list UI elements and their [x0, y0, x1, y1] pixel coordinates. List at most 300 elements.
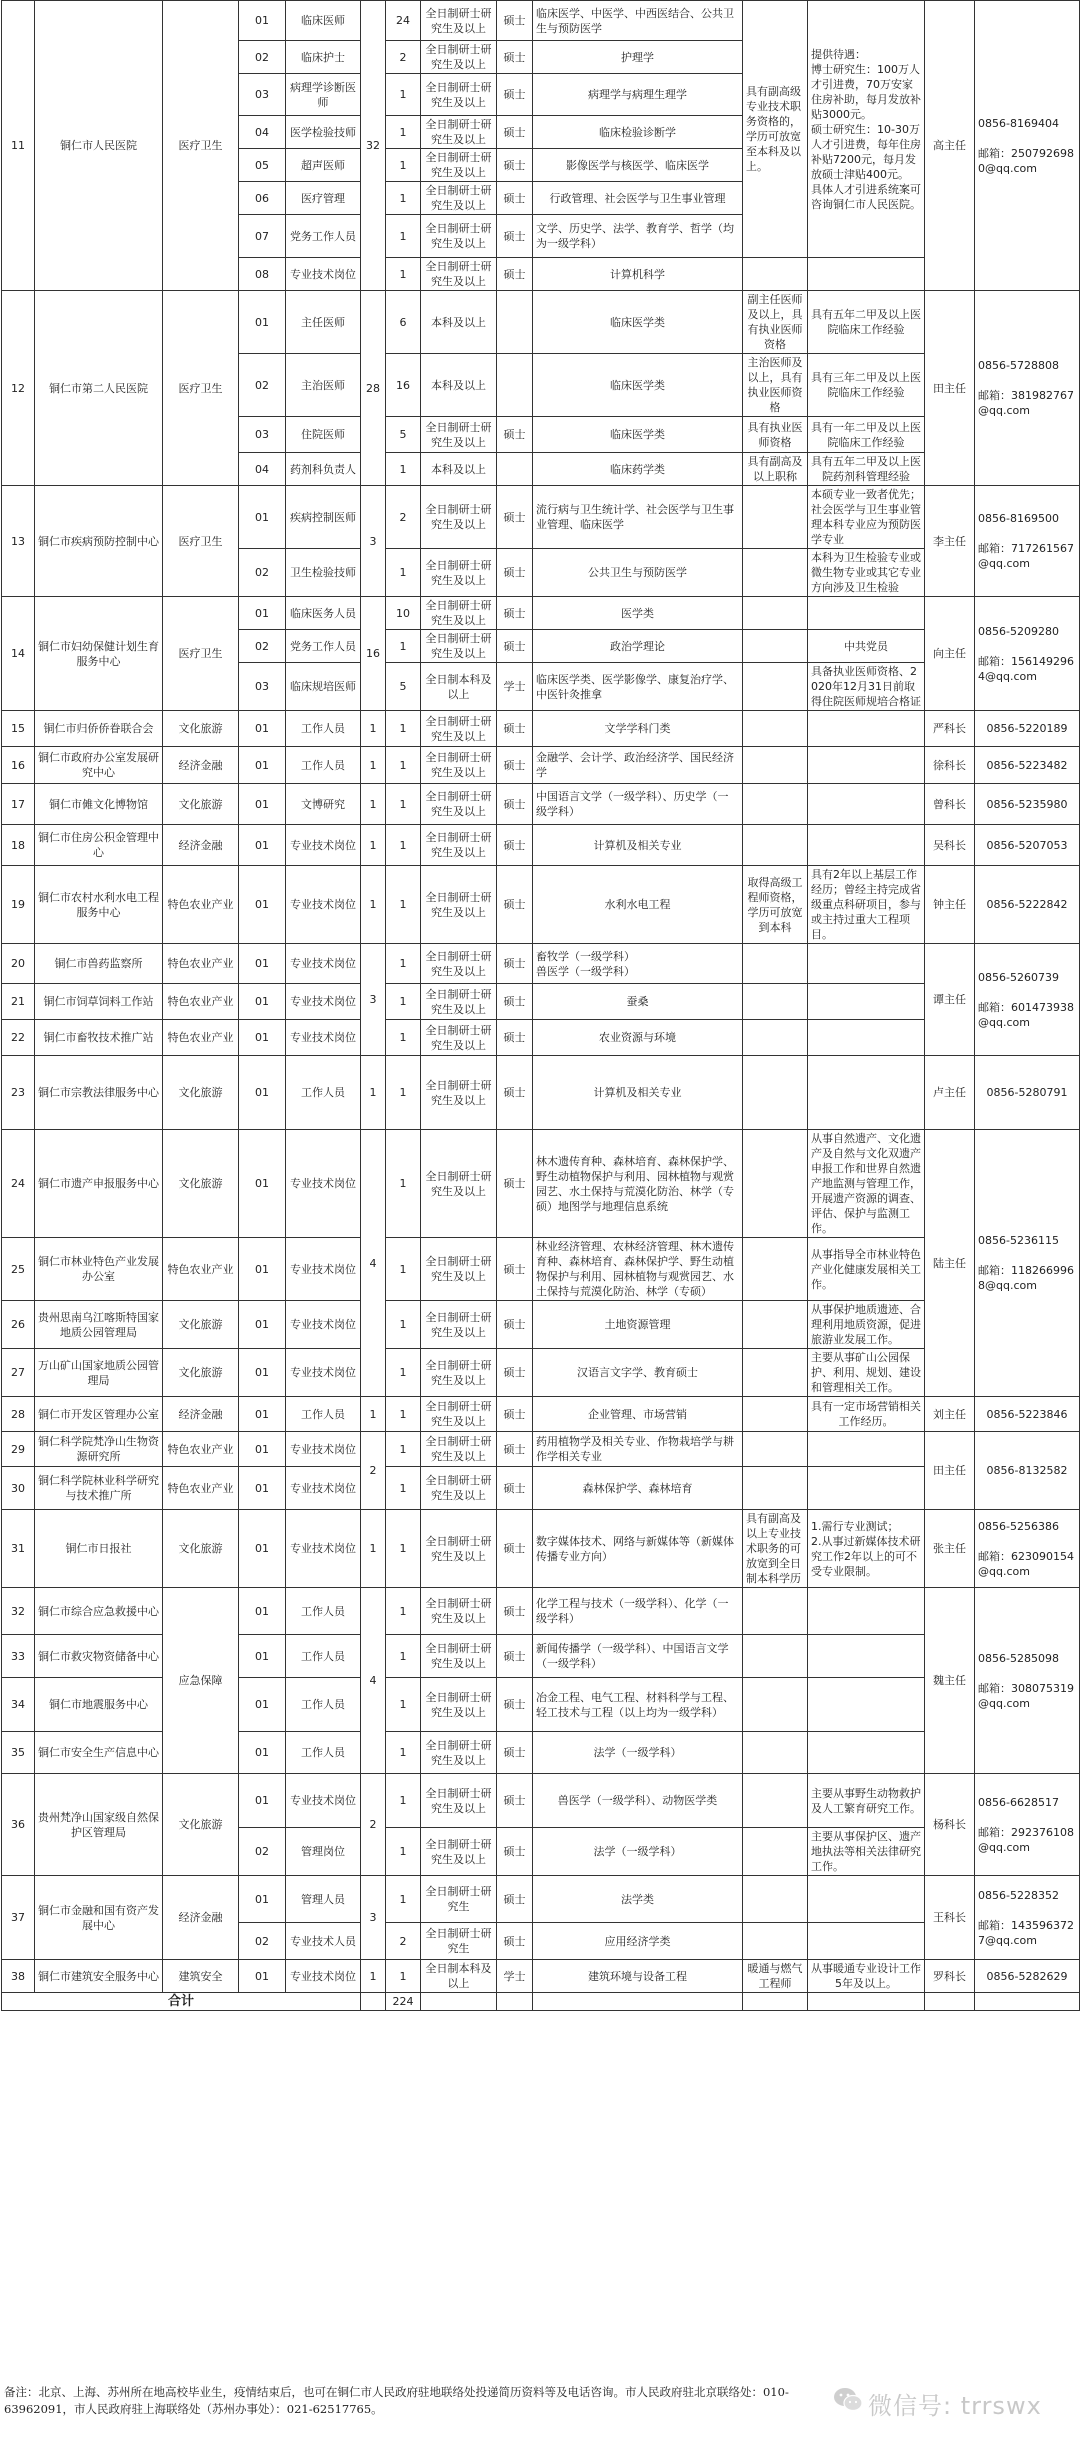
- table-cell: 卢主任: [925, 1056, 975, 1130]
- table-cell: 取得高级工程师资格，学历可放宽到本科: [743, 866, 808, 944]
- table-row: [2, 1349, 1080, 1397]
- table-cell: 经济金融: [163, 747, 239, 784]
- table-cell: 铜仁市住房公积金管理中心: [35, 825, 163, 866]
- table-cell: 计算机科学: [533, 258, 743, 291]
- table-cell: 硕士: [497, 825, 533, 866]
- table-cell: 29: [2, 1432, 35, 1467]
- table-cell: 从事保护地质遗迹、合理利用地质资源，促进旅游业发展工作。: [808, 1301, 925, 1349]
- table-cell: 1: [386, 1828, 421, 1876]
- table-cell: 临床医务人员: [286, 597, 361, 630]
- table-cell: 王科长: [925, 1876, 975, 1960]
- table-cell: 1: [386, 984, 421, 1020]
- table-cell: 30: [2, 1467, 35, 1510]
- table-cell: 10: [386, 597, 421, 630]
- table-cell: 34: [2, 1678, 35, 1732]
- table-cell: 01: [239, 944, 286, 984]
- table-cell: [421, 1993, 497, 2011]
- table-cell: 01: [239, 1130, 286, 1238]
- table-cell: 张主任: [925, 1510, 975, 1588]
- table-cell: 临床医学类、医学影像学、康复治疗学、中医针灸推拿: [533, 663, 743, 711]
- table-cell: 1: [386, 1432, 421, 1467]
- table-cell: 主要从事保护区、遗产地执法等相关法律研究工作。: [808, 1828, 925, 1876]
- table-cell: 0856-5222842: [975, 866, 1080, 944]
- table-cell: 全日制研士研究生及以上: [421, 258, 497, 291]
- table-cell: 22: [2, 1020, 35, 1056]
- table-cell: 01: [239, 597, 286, 630]
- table-cell: 工作人员: [286, 1397, 361, 1432]
- table-cell: 0856-5285098 邮箱：308075319@qq.com: [975, 1588, 1080, 1774]
- table-cell: [743, 711, 808, 747]
- table-cell: 15: [2, 711, 35, 747]
- table-cell: 专业技术人员: [286, 1923, 361, 1960]
- table-cell: 37: [2, 1876, 35, 1960]
- table-cell: 1: [386, 1774, 421, 1828]
- table-cell: 全日制研士研究生及以上: [421, 944, 497, 984]
- table-cell: 01: [239, 1020, 286, 1056]
- table-cell: 林木遗传育种、森林培育、森林保护学、野生动植物保护与利用、园林植物与观赏园艺、水土保持与荒漠化防治、林学（专硕）地图学与地理信息系统: [533, 1130, 743, 1238]
- table-cell: 特色农业产业: [163, 1238, 239, 1301]
- table-cell: 01: [239, 1510, 286, 1588]
- table-cell: 具有一年二甲及以上医院临床工作经验: [808, 417, 925, 453]
- table-row: [2, 1588, 1080, 1635]
- table-cell: 文学学科门类: [533, 711, 743, 747]
- table-cell: 铜仁市妇幼保健计划生育服务中心: [35, 597, 163, 711]
- table-cell: 陆主任: [925, 1130, 975, 1397]
- recruitment-table: [1, 0, 1080, 2011]
- table-cell: 1: [386, 1635, 421, 1678]
- table-cell: [808, 1678, 925, 1732]
- table-cell: [743, 1020, 808, 1056]
- table-row: [2, 1397, 1080, 1432]
- wechat-id-text: 微信号: trrswx: [868, 2392, 1042, 2420]
- table-cell: [743, 663, 808, 711]
- table-cell: 5: [386, 663, 421, 711]
- table-cell: 5: [386, 417, 421, 453]
- table-cell: 硕士: [497, 549, 533, 597]
- table-cell: 具有副高及以上专业技术职务的可放宽到全日制本科学历: [743, 1510, 808, 1588]
- table-cell: [808, 1467, 925, 1510]
- table-cell: [743, 1467, 808, 1510]
- table-cell: 曾科长: [925, 784, 975, 825]
- table-cell: [743, 1993, 808, 2011]
- table-cell: 本科及以上: [421, 291, 497, 354]
- table-cell: 全日制研士研究生及以上: [421, 1020, 497, 1056]
- table-cell: 临床医师: [286, 1, 361, 41]
- table-cell: 35: [2, 1732, 35, 1774]
- table-row: [2, 1510, 1080, 1588]
- table-cell: 硕士: [497, 944, 533, 984]
- table-cell: [743, 1732, 808, 1774]
- table-cell: 具有副高级专业技术职务资格的，学历可放宽至本科及以上。: [743, 1, 808, 258]
- table-cell: 具有三年二甲及以上医院临床工作经验: [808, 354, 925, 417]
- table-cell: 药剂科负责人: [286, 453, 361, 486]
- table-cell: 0856-5728808 邮箱：381982767@qq.com: [975, 291, 1080, 486]
- table-cell: 铜仁市宗教法律服务中心: [35, 1056, 163, 1130]
- table-cell: 0856-8132582: [975, 1432, 1080, 1510]
- table-cell: 4: [361, 1588, 386, 1774]
- table-cell: 硕士: [497, 1, 533, 41]
- table-cell: 全日制本科及以上: [421, 663, 497, 711]
- table-cell: 具有五年二甲及以上医院临床工作经验: [808, 291, 925, 354]
- table-cell: [808, 984, 925, 1020]
- table-cell: [743, 984, 808, 1020]
- table-cell: 临床药学类: [533, 453, 743, 486]
- table-row: [2, 1301, 1080, 1349]
- footnote-note: 备注：北京、上海、苏州所在地高校毕业生，疫情结束后，也可在铜仁市人民政府驻地联络处投递简历资料等及电话咨询。市人民政府驻北京联络处：010-63962091，市人民政府驻上海联络处（苏州办事处）：021-62517765。: [4, 2385, 789, 2416]
- table-cell: 本科及以上: [421, 354, 497, 417]
- table-cell: 27: [2, 1349, 35, 1397]
- table-cell: 铜仁科学院林业科学研究与技术推广所: [35, 1467, 163, 1510]
- table-cell: 2: [386, 1923, 421, 1960]
- table-cell: 管理岗位: [286, 1828, 361, 1876]
- table-cell: 硕士: [497, 984, 533, 1020]
- table-row: [2, 291, 1080, 354]
- table-cell: [743, 1238, 808, 1301]
- table-cell: 铜仁市地震服务中心: [35, 1678, 163, 1732]
- table-cell: 专业技术岗位: [286, 1510, 361, 1588]
- table-cell: 暖通与燃气工程师: [743, 1960, 808, 1993]
- table-cell: 超声医师: [286, 149, 361, 182]
- table-cell: 4: [361, 1130, 386, 1397]
- table-cell: 疾病控制医师: [286, 486, 361, 549]
- table-cell: 1: [386, 1732, 421, 1774]
- table-cell: 高主任: [925, 1, 975, 291]
- table-cell: 08: [239, 258, 286, 291]
- table-cell: 铜仁科学院梵净山生物资源研究所: [35, 1432, 163, 1467]
- table-cell: 专业技术岗位: [286, 1238, 361, 1301]
- table-cell: 01: [239, 1349, 286, 1397]
- table-cell: 24: [386, 1, 421, 41]
- table-cell: 全日制研士研究生及以上: [421, 549, 497, 597]
- table-cell: 全日制研士研究生: [421, 1876, 497, 1923]
- table-cell: 法学类: [533, 1876, 743, 1923]
- table-cell: 专业技术岗位: [286, 984, 361, 1020]
- table-cell: 0856-8169404 邮箱：2507926980@qq.com: [975, 1, 1080, 291]
- table-cell: 全日制研士研究生及以上: [421, 1301, 497, 1349]
- table-cell: [743, 1588, 808, 1635]
- table-cell: 建筑环境与设备工程: [533, 1960, 743, 1993]
- table-cell: 贵州梵净山国家级自然保护区管理局: [35, 1774, 163, 1876]
- table-cell: 谭主任: [925, 944, 975, 1056]
- table-cell: 1: [386, 747, 421, 784]
- table-cell: 3: [361, 944, 386, 1056]
- table-cell: 1: [386, 1510, 421, 1588]
- table-cell: 铜仁市傩文化博物馆: [35, 784, 163, 825]
- table-cell: 全日制研士研究生及以上: [421, 1130, 497, 1238]
- table-cell: 文化旅游: [163, 711, 239, 747]
- table-cell: [808, 1635, 925, 1678]
- table-cell: 专业技术岗位: [286, 1020, 361, 1056]
- table-cell: 硕士: [497, 1828, 533, 1876]
- table-cell: 全日制研士研究生及以上: [421, 182, 497, 215]
- table-cell: [808, 825, 925, 866]
- table-cell: 01: [239, 1588, 286, 1635]
- table-cell: [743, 825, 808, 866]
- table-cell: 01: [239, 1774, 286, 1828]
- table-cell: 1: [361, 1397, 386, 1432]
- table-cell: 硕士: [497, 1923, 533, 1960]
- table-cell: 1: [386, 1876, 421, 1923]
- table-cell: 影像医学与核医学、临床医学: [533, 149, 743, 182]
- table-cell: 1: [386, 549, 421, 597]
- table-cell: 贵州思南乌江喀斯特国家地质公园管理局: [35, 1301, 163, 1349]
- table-cell: 硕士: [497, 74, 533, 116]
- table-cell: 具有执业医师资格: [743, 417, 808, 453]
- table-cell: 提供待遇： 博士研究生：100万人才引进费，70万安家住房补助，每月发放补贴3000元。 硕士研究生：10-30万人才引进费，每年住房补贴7200元，每月发放硕士津贴400元。 具体人才引进系统案可咨询铜仁市人民医院。: [808, 1, 925, 258]
- table-cell: 6: [386, 291, 421, 354]
- table-cell: 01: [239, 711, 286, 747]
- table-cell: [743, 630, 808, 663]
- table-cell: 铜仁市畜牧技术推广站: [35, 1020, 163, 1056]
- table-cell: 硕士: [497, 866, 533, 944]
- table-cell: 文学、历史学、法学、教育学、哲学（均为一级学科）: [533, 215, 743, 258]
- table-cell: 1: [386, 1349, 421, 1397]
- table-cell: 全日制研士研究生及以上: [421, 784, 497, 825]
- table-cell: 全日制研士研究生及以上: [421, 1, 497, 41]
- table-cell: 21: [2, 984, 35, 1020]
- table-cell: 学士: [497, 663, 533, 711]
- table-cell: 1: [386, 1588, 421, 1635]
- table-row: [2, 984, 1080, 1020]
- table-cell: 全日制研士研究生及以上: [421, 1238, 497, 1301]
- table-row: [2, 486, 1080, 549]
- table-cell: 01: [239, 784, 286, 825]
- table-row: [2, 825, 1080, 866]
- table-cell: 专业技术岗位: [286, 1432, 361, 1467]
- table-cell: [743, 486, 808, 549]
- table-row: [2, 866, 1080, 944]
- table-cell: 硕士: [497, 1635, 533, 1678]
- table-cell: 3: [361, 486, 386, 597]
- table-cell: 工作人员: [286, 1588, 361, 1635]
- table-cell: 16: [2, 747, 35, 784]
- table-cell: 护理学: [533, 41, 743, 74]
- table-cell: 01: [239, 1635, 286, 1678]
- table-cell: 全日制研士研究生及以上: [421, 215, 497, 258]
- table-cell: 全日制研士研究生及以上: [421, 1678, 497, 1732]
- table-cell: [808, 1993, 925, 2011]
- table-cell: 具有副高及以上职称: [743, 453, 808, 486]
- table-cell: 临床医学类: [533, 417, 743, 453]
- table-cell: 02: [239, 1923, 286, 1960]
- table-cell: 33: [2, 1635, 35, 1678]
- table-cell: 1: [386, 630, 421, 663]
- table-cell: 全日制研士研究生及以上: [421, 1732, 497, 1774]
- table-cell: 林业经济管理、农林经济管理、林木遗传育种、森林培育、森林保护学、野生动植物保护与利用、园林植物与观赏园艺、水土保持与荒漠化防治、林学（专硕）: [533, 1238, 743, 1301]
- table-cell: 文化旅游: [163, 1130, 239, 1238]
- table-cell: 副主任医师及以上，具有执业医师资格: [743, 291, 808, 354]
- table-cell: 蚕桑: [533, 984, 743, 1020]
- table-cell: 01: [239, 866, 286, 944]
- table-cell: 0856-5223846: [975, 1397, 1080, 1432]
- table-cell: 临床规培医师: [286, 663, 361, 711]
- table-cell: 具有五年二甲及以上医院药剂科管理经验: [808, 453, 925, 486]
- table-cell: 临床医学类: [533, 291, 743, 354]
- table-cell: 药用植物学及相关专业、作物栽培学与耕作学相关专业: [533, 1432, 743, 1467]
- table-cell: 刘主任: [925, 1397, 975, 1432]
- table-cell: 全日制研士研究生及以上: [421, 74, 497, 116]
- table-cell: 1: [386, 182, 421, 215]
- table-cell: [808, 747, 925, 784]
- table-cell: 铜仁市林业特色产业发展办公室: [35, 1238, 163, 1301]
- table-cell: 硕士: [497, 784, 533, 825]
- table-cell: 19: [2, 866, 35, 944]
- table-cell: 全日制研士研究生及以上: [421, 486, 497, 549]
- table-cell: 28: [361, 291, 386, 486]
- table-cell: 文化旅游: [163, 1774, 239, 1876]
- table-cell: 0856-5209280 邮箱：1561492964@qq.com: [975, 597, 1080, 711]
- table-cell: 1: [386, 1238, 421, 1301]
- table-cell: [743, 747, 808, 784]
- table-cell: 医疗卫生: [163, 1, 239, 291]
- table-cell: 01: [239, 1, 286, 41]
- table-cell: 临床检验诊断学: [533, 116, 743, 149]
- table-cell: 03: [239, 417, 286, 453]
- table-cell: 1: [386, 825, 421, 866]
- table-cell: [808, 1432, 925, 1467]
- table-cell: 硕士: [497, 1774, 533, 1828]
- table-cell: 建筑安全: [163, 1960, 239, 1993]
- table-cell: 06: [239, 182, 286, 215]
- table-cell: [975, 1993, 1080, 2011]
- table-cell: [743, 1349, 808, 1397]
- table-cell: 全日制研士研究生及以上: [421, 1056, 497, 1130]
- table-cell: 病理学与病理生理学: [533, 74, 743, 116]
- table-cell: 专业技术岗位: [286, 1467, 361, 1510]
- table-cell: 1: [386, 1056, 421, 1130]
- table-cell: [808, 1056, 925, 1130]
- table-cell: 医疗卫生: [163, 486, 239, 597]
- table-cell: 中国语言文学（一级学科）、历史学（一级学科）: [533, 784, 743, 825]
- table-cell: 03: [239, 74, 286, 116]
- table-cell: 1: [386, 866, 421, 944]
- table-cell: [808, 784, 925, 825]
- table-cell: 全日制研士研究生及以上: [421, 747, 497, 784]
- table-cell: 土地资源管理: [533, 1301, 743, 1349]
- table-cell: 主任医师: [286, 291, 361, 354]
- table-cell: 专业技术岗位: [286, 258, 361, 291]
- table-cell: 中共党员: [808, 630, 925, 663]
- table-cell: 文化旅游: [163, 1510, 239, 1588]
- table-cell: 党务工作人员: [286, 215, 361, 258]
- table-cell: 1: [386, 1678, 421, 1732]
- table-cell: [808, 1732, 925, 1774]
- table-cell: 1: [386, 784, 421, 825]
- table-cell: 森林保护学、森林培育: [533, 1467, 743, 1510]
- table-cell: 铜仁市建筑安全服务中心: [35, 1960, 163, 1993]
- table-cell: 特色农业产业: [163, 984, 239, 1020]
- table-cell: [743, 1301, 808, 1349]
- table-cell: 专业技术岗位: [286, 1301, 361, 1349]
- table-cell: [743, 1774, 808, 1828]
- table-cell: 全日制研士研究生及以上: [421, 1467, 497, 1510]
- table-cell: [743, 1828, 808, 1876]
- table-cell: [497, 1993, 533, 2011]
- table-cell: 特色农业产业: [163, 1020, 239, 1056]
- table-cell: 硕士: [497, 1349, 533, 1397]
- table-cell: 吴科长: [925, 825, 975, 866]
- table-cell: 32: [2, 1588, 35, 1635]
- table-cell: 魏主任: [925, 1588, 975, 1774]
- table-cell: 11: [2, 1, 35, 291]
- table-cell: 本硕专业一致者优先；社会医学与卫生事业管理本科专业应为预防医学专业: [808, 486, 925, 549]
- table-cell: 20: [2, 944, 35, 984]
- table-cell: 冶金工程、电气工程、材料科学与工程、轻工技术与工程（以上均为一级学科）: [533, 1678, 743, 1732]
- table-cell: 经济金融: [163, 825, 239, 866]
- table-cell: 0856-5280791: [975, 1056, 1080, 1130]
- table-cell: 从事自然遗产、文化遗产及自然与文化双遗产申报工作和世界自然遗产地监测与管理工作，开展遗产资源的调查、评估、保护与监测工作。: [808, 1130, 925, 1238]
- table-cell: 1: [361, 1056, 386, 1130]
- table-cell: 公共卫生与预防医学: [533, 549, 743, 597]
- table-cell: 硕士: [497, 116, 533, 149]
- table-cell: 李主任: [925, 486, 975, 597]
- table-cell: 铜仁市饲草饲料工作站: [35, 984, 163, 1020]
- table-row: [2, 1432, 1080, 1467]
- table-cell: 铜仁市第二人民医院: [35, 291, 163, 486]
- table-cell: [808, 1923, 925, 1960]
- table-cell: 专业技术岗位: [286, 825, 361, 866]
- table-cell: 硕士: [497, 258, 533, 291]
- table-row: [2, 1238, 1080, 1301]
- table-cell: 具备执业医师资格、2020年12月31日前取得住院医师规培合格证: [808, 663, 925, 711]
- table-cell: 14: [2, 597, 35, 711]
- table-cell: 1: [386, 1397, 421, 1432]
- table-cell: 1: [386, 116, 421, 149]
- table-cell: 1.需行专业测试； 2.从事过新媒体技术研究工作2年以上的可不受专业限制。: [808, 1510, 925, 1588]
- table-cell: 政治学理论: [533, 630, 743, 663]
- table-cell: 专业技术岗位: [286, 944, 361, 984]
- table-cell: [808, 258, 925, 291]
- table-cell: 专业技术岗位: [286, 1774, 361, 1828]
- table-cell: 铜仁市人民医院: [35, 1, 163, 291]
- table-cell: [743, 597, 808, 630]
- table-row: [2, 1960, 1080, 1993]
- table-row: [2, 1020, 1080, 1056]
- table-cell: [808, 944, 925, 984]
- table-cell: 学士: [497, 1960, 533, 1993]
- table-cell: 02: [239, 354, 286, 417]
- table-cell: 硕士: [497, 486, 533, 549]
- table-cell: 全日制研士研究生及以上: [421, 825, 497, 866]
- table-cell: 住院医师: [286, 417, 361, 453]
- table-cell: 全日制研士研究生及以上: [421, 149, 497, 182]
- table-cell: 全日制本科及以上: [421, 1960, 497, 1993]
- table-cell: 全日制研士研究生及以上: [421, 1828, 497, 1876]
- table-cell: [743, 944, 808, 984]
- table-cell: 硕士: [497, 630, 533, 663]
- table-cell: 0856-5223482: [975, 747, 1080, 784]
- table-cell: 铜仁市农村水利水电工程服务中心: [35, 866, 163, 944]
- table-cell: 工作人员: [286, 1678, 361, 1732]
- table-cell: 铜仁市疾病预防控制中心: [35, 486, 163, 597]
- table-cell: 专业技术岗位: [286, 866, 361, 944]
- table-cell: 应用经济学类: [533, 1923, 743, 1960]
- table-cell: 1: [386, 711, 421, 747]
- table-cell: 0856-8169500 邮箱：717261567@qq.com: [975, 486, 1080, 597]
- table-cell: [808, 711, 925, 747]
- table-cell: [533, 1993, 743, 2011]
- table-cell: 工作人员: [286, 747, 361, 784]
- table-cell: 硕士: [497, 417, 533, 453]
- table-cell: 02: [239, 630, 286, 663]
- table-cell: 3: [361, 1876, 386, 1960]
- table-cell: 合计: [2, 1993, 361, 2011]
- table-cell: 严科长: [925, 711, 975, 747]
- table-cell: 杨科长: [925, 1774, 975, 1876]
- table-cell: 农业资源与环境: [533, 1020, 743, 1056]
- table-cell: [743, 1397, 808, 1432]
- table-row: [2, 1, 1080, 41]
